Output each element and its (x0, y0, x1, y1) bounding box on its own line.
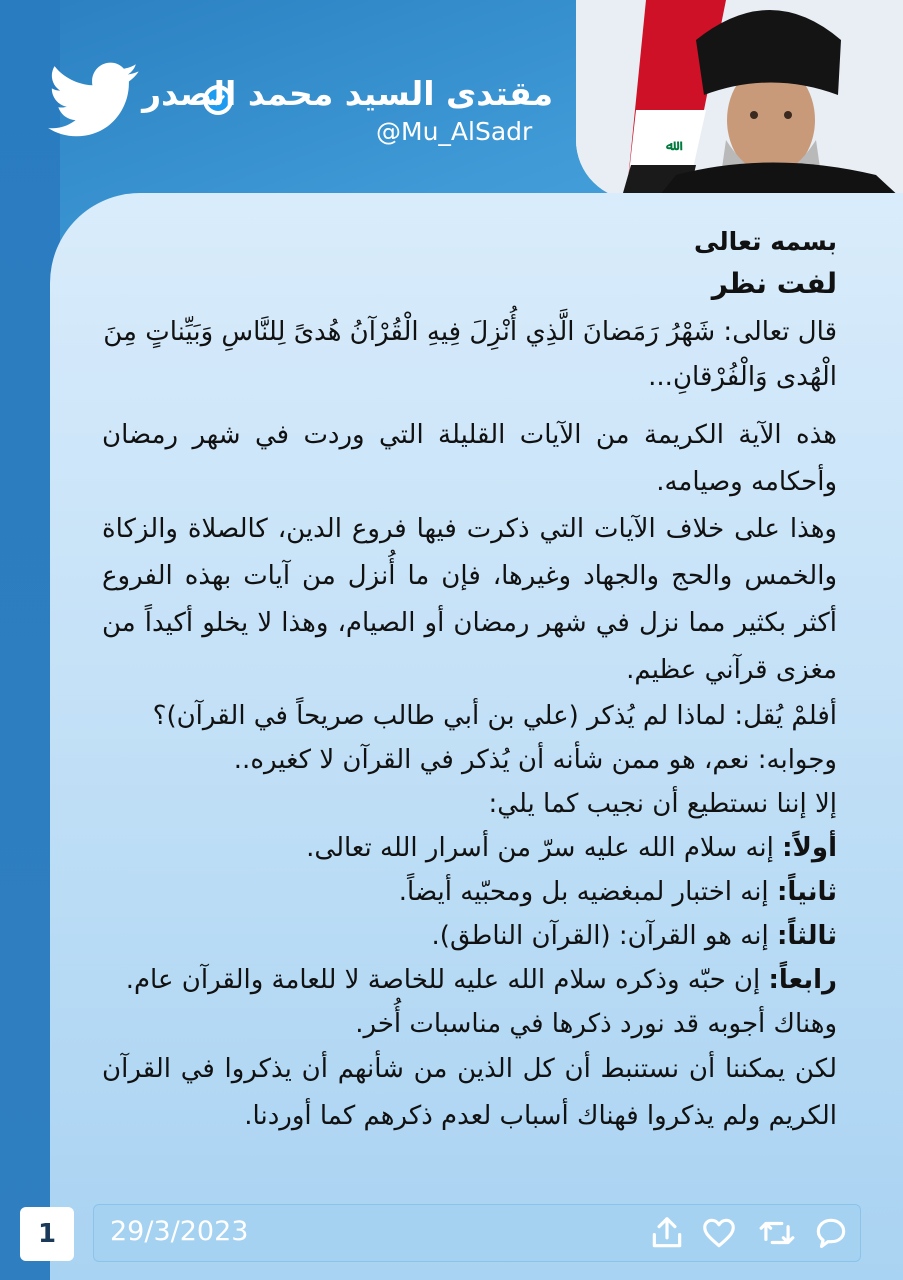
avatar (576, 0, 903, 200)
profile-display-name[interactable]: مقتدى السيد محمد الصدر (142, 74, 553, 113)
tweet-point-3 (102, 914, 837, 958)
tweet-question: أفلمْ يُقل: لماذا لم يُذكر (علي بن أبي طالب صريحاً في القرآن)؟ (152, 701, 837, 731)
point-2-text: إنه اختبار لمبغضيه بل ومحبّيه أيضاً. (398, 877, 777, 907)
tweet-point-1 (102, 826, 837, 870)
tweet-answer: وجوابه: نعم، هو ممن شأنه أن يُذكر في القرآن لا كغيره.. (233, 745, 837, 775)
point-4-text: إن حبّه وذكره سلام الله عليه للخاصة لا للعامة والقرآن عام. (125, 965, 769, 995)
reply-icon[interactable] (812, 1214, 850, 1252)
share-icon[interactable] (648, 1214, 686, 1252)
point-3-lead: ثالثاً: (776, 921, 837, 951)
tweet-paragraph-1: هذه الآية الكريمة من الآيات القليلة التي وردت في شهر رمضان وأحكامه وصيامه. (102, 420, 837, 497)
tweet-title: لفت نظر (711, 267, 837, 300)
tweet-conclusion: لكن يمكننا أن نستنبط أن كل الذين من شأنهم أن يذكروا في القرآن الكريم ولم يذكروا فهناك أسباب لعدم ذكرهم كما أوردنا. (102, 1054, 837, 1131)
tweet-point-4 (102, 958, 837, 1002)
tweet-point-2 (102, 870, 837, 914)
page-number-badge: 1 (20, 1207, 74, 1261)
tweet-greeting: بسمه تعالى (693, 227, 837, 256)
point-1-text: إنه سلام الله عليه سرّ من أسرار الله تعالى. (306, 833, 783, 863)
tweet-intro: إلا إننا نستطيع أن نجيب كما يلي: (488, 789, 837, 819)
tweet-text (102, 222, 837, 1140)
tweet-verse: قال تعالى: شَهْرُ رَمَضانَ الَّذِي أُنْزِلَ فِيهِ الْقُرْآنُ هُدىً لِلنَّاسِ وَبَيِّناتٍ مِنَ الْهُدى وَالْفُرْقانِ... (103, 317, 837, 392)
tweet-date: 29/3/2023 (110, 1216, 249, 1247)
profile-photo[interactable] (576, 0, 903, 200)
twitter-bird-icon (48, 62, 140, 140)
point-1-lead: أولاً: (782, 833, 837, 863)
point-4-lead: رابعاً: (768, 965, 837, 995)
like-icon[interactable] (700, 1214, 738, 1252)
retweet-icon[interactable] (758, 1214, 796, 1252)
svg-text:ﷲ: ﷲ (666, 138, 675, 154)
tweet-paragraph-2: وهذا على خلاف الآيات التي ذكرت فيها فروع الدين، كالصلاة والزكاة والخمس والحج والجهاد وغيرها، فإن ما أُنزل من آيات بهذه الفروع أكثر بكثير مما نزل في شهر رمضان أو الصيام، وهذا لا يخلو أكيداً من مغزى قرآني عظيم. (102, 514, 837, 685)
profile-handle[interactable]: @Mu_AlSadr (376, 117, 533, 146)
point-2-lead: ثانياً: (776, 877, 837, 907)
tweet-more: وهناك أجوبه قد نورد ذكرها في مناسبات أُخر. (355, 1009, 837, 1039)
point-3-text: إنه هو القرآن: (القرآن الناطق). (431, 921, 777, 951)
